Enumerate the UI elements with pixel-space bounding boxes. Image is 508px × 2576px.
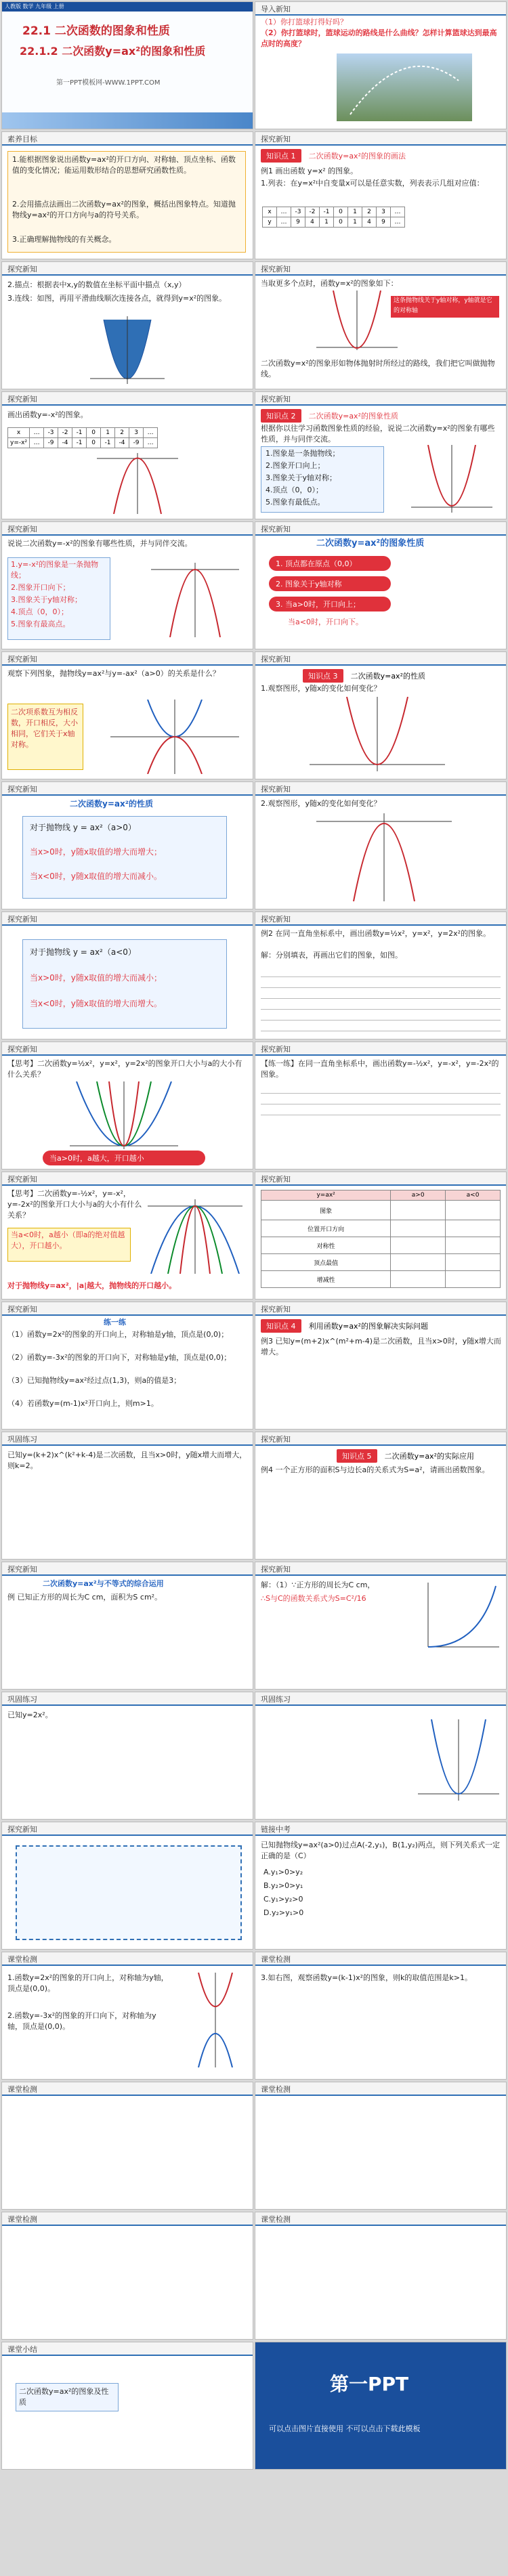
inc-heading: 二次函数y=ax²的性质 bbox=[70, 799, 153, 809]
intro-question-2: （2）你打篮球时，篮球运动的路线是什么曲线？怎样计算篮球达到最高点时的高度？ bbox=[261, 28, 497, 48]
table-cell: y=ax² bbox=[261, 1190, 391, 1201]
example2-solution: 解：分别填表，再画出它们的图象，如图。 bbox=[261, 951, 402, 960]
table-cell: … bbox=[391, 207, 405, 217]
link-slide bbox=[255, 1822, 506, 1949]
goals-box bbox=[7, 151, 246, 253]
check-item-3: 3.如右图，观察函数y=(k-1)x²的图象，则k的取值范围是k>1。 bbox=[261, 1973, 473, 1982]
check-graphs bbox=[185, 1973, 246, 2067]
cons-slide bbox=[2, 1432, 253, 1559]
table-cell: -4 bbox=[58, 438, 72, 448]
table-cell: … bbox=[391, 217, 405, 228]
neg-parabola-graph bbox=[316, 813, 452, 901]
slide-header: 探究新知 bbox=[255, 262, 506, 276]
k4-heading: 利用函数y=ax²的图象解决实际问题 bbox=[308, 1322, 428, 1331]
table-cell bbox=[446, 1237, 501, 1254]
prac2-title: 二次函数y=ax²与不等式的综合运用 bbox=[43, 1579, 164, 1588]
k5-tag-row bbox=[337, 1448, 474, 1463]
option-c: C.y₁>y₂>0 bbox=[263, 1895, 303, 1904]
table-cell: … bbox=[30, 428, 44, 438]
table-row bbox=[261, 1237, 501, 1254]
think-answer: 当a>0时，a越大，开口越小 bbox=[43, 1151, 205, 1165]
goal-2: 2.会用描点法画出二次函数y=ax²的图象，概括出图象特点。知道抛物线y=ax²的开口方向与a的符号关系。 bbox=[12, 200, 236, 219]
title-main: 22.1 二次函数的图象和性质 bbox=[22, 24, 170, 38]
slide-header: 课堂检测 bbox=[255, 2082, 506, 2096]
slide-header: 探究新知 bbox=[255, 522, 506, 536]
table-row bbox=[263, 207, 405, 217]
neg-parabola-graph bbox=[97, 453, 178, 514]
table-cell: 增减性 bbox=[261, 1271, 391, 1288]
check-item-2: 2.函数y=-3x²的图象的开口向下，对称轴为y轴，顶点是(0,0)。 bbox=[7, 2011, 156, 2031]
slide-header: 课堂检测 bbox=[255, 1952, 506, 1966]
table-cell: -1 bbox=[101, 438, 115, 448]
table-cell: 3 bbox=[129, 428, 144, 438]
inc-slide bbox=[2, 782, 253, 909]
title-band bbox=[2, 112, 253, 129]
slide-header: 素养目标 bbox=[2, 132, 253, 146]
practice-item-1: （1）函数y=2x²的图象的开口向上，对称轴是y轴，顶点是(0,0)； bbox=[7, 1330, 229, 1339]
parabola-text: 当取更多个点时，函数y=x²的图象如下： bbox=[261, 279, 398, 288]
k2-text: 根据你以往学习函数图象性质的经验，说说二次函数y=x²的图象有哪些性质，并与同伴交流。 bbox=[261, 424, 495, 444]
k1-example: 例1 画出函数 y=x² 的图象。 bbox=[261, 167, 358, 175]
knowledge-tag: 知识点 3 bbox=[303, 669, 343, 683]
observe-slide bbox=[2, 652, 253, 779]
list-item: 4.顶点（0，0）； bbox=[266, 486, 323, 494]
parabola-graph bbox=[411, 445, 492, 513]
table-cell: 4 bbox=[362, 217, 377, 228]
intro-slide bbox=[255, 2, 506, 129]
parabola-graph bbox=[310, 697, 445, 771]
draw-table bbox=[7, 427, 158, 448]
table-cell: -3 bbox=[44, 428, 58, 438]
practice-text: 【练一练】在同一直角坐标系中，画出函数y=-½x²，y=-x²，y=-2x²的图象。 bbox=[261, 1059, 499, 1079]
table-cell bbox=[391, 1237, 446, 1254]
list-item: 3.图象关于y轴对称； bbox=[266, 473, 337, 482]
method-box bbox=[16, 1845, 242, 1940]
table-row bbox=[263, 217, 405, 228]
steps-slide bbox=[2, 262, 253, 389]
basketball-photo bbox=[337, 53, 472, 121]
table-cell bbox=[391, 1201, 446, 1220]
table-cell: 0 bbox=[334, 207, 348, 217]
example2-slide bbox=[255, 912, 506, 1039]
practice-table bbox=[261, 1083, 501, 1123]
slide-header: 课堂检测 bbox=[2, 1952, 253, 1966]
k1-slide bbox=[255, 132, 506, 259]
symmetry-note: 这条抛物线关于y轴对称，y轴就是它的对称轴 bbox=[391, 296, 499, 318]
compare-table-slide bbox=[255, 1172, 506, 1299]
k3-question: 1.观察图形，y随x的变化如何变化？ bbox=[261, 684, 381, 693]
practice-slide bbox=[255, 1042, 506, 1169]
list-item: 1.y=-x²的图象是一条抛物线； bbox=[11, 560, 99, 580]
k2-slide bbox=[255, 392, 506, 519]
table-cell: y bbox=[263, 217, 277, 228]
slide-header: 探究新知 bbox=[255, 1172, 506, 1186]
prop-pill-3: 3. 当a>0时，开口向上； bbox=[269, 597, 391, 611]
watermark: 第一PPT模板网-WWW.1PPT.COM bbox=[56, 79, 161, 87]
table-cell: 图象 bbox=[261, 1201, 391, 1220]
k2-tag-row bbox=[261, 408, 398, 423]
think2-answer-box: 当a<0时，a越小（即a的绝对值越大），开口越小。 bbox=[7, 1228, 131, 1262]
table-cell: 2 bbox=[115, 428, 129, 438]
dec-box: 对于抛物线 y = ax²（a<0） 当x>0时，y随x取值的增大而减小； 当x<0时，y随x取值的增大而增大。 bbox=[22, 939, 227, 1029]
slide-header: 探究新知 bbox=[2, 652, 253, 666]
observe-text: 观察下列图象，抛物线y=ax²与y=-ax²（a>0）的关系是什么？ bbox=[7, 669, 220, 678]
table-cell: -2 bbox=[58, 428, 72, 438]
table-row bbox=[261, 1201, 501, 1220]
example2-text: 例2 在同一直角坐标系中，画出函数y=½x²，y=x²，y=2x²的图象。 bbox=[261, 929, 491, 938]
title-bar bbox=[2, 2, 253, 12]
slide-header: 探究新知 bbox=[2, 522, 253, 536]
summary-slide bbox=[2, 2342, 253, 2469]
slide-header: 探究新知 bbox=[255, 392, 506, 406]
table-cell: y=-x² bbox=[8, 438, 30, 448]
title-slide bbox=[2, 2, 253, 129]
check-item-1: 1.函数y=2x²的图象的开口向上，对称轴为y轴，顶点是(0,0)。 bbox=[7, 1973, 169, 1993]
table-row bbox=[8, 428, 158, 438]
example2-table bbox=[261, 966, 501, 1031]
list-item: 1.图象是一条抛物线； bbox=[266, 449, 340, 458]
k2-props-box bbox=[261, 446, 384, 513]
table-cell: 9 bbox=[377, 217, 391, 228]
link-question: 已知抛物线y=ax²(a>0)过点A(-2,y₁)，B(1,y₂)两点，则下列关系式一定正确的是（C） bbox=[261, 1841, 500, 1860]
intro-question-1: （1）你打篮球打得好吗？ bbox=[261, 18, 347, 26]
dec-slide bbox=[2, 912, 253, 1039]
prac2-solve: 解：（1）∵正方形的周长为C cm， bbox=[261, 1581, 375, 1589]
list-item: 5.图象有最低点。 bbox=[266, 498, 325, 507]
table-cell: -3 bbox=[291, 207, 305, 217]
brand-logo: 第一PPT bbox=[330, 2373, 409, 2395]
check1-slide bbox=[2, 1952, 253, 2079]
neg-parabolas-graph bbox=[148, 1199, 242, 1274]
table-cell: 4 bbox=[305, 217, 320, 228]
cons2-text: 已知y=2x²。 bbox=[7, 1711, 53, 1719]
slide-header: 探究新知 bbox=[255, 1042, 506, 1056]
slide-header: 探究新知 bbox=[2, 392, 253, 406]
slide-header: 探究新知 bbox=[255, 1562, 506, 1576]
method-slide bbox=[2, 1822, 253, 1949]
slide-header: 探究新知 bbox=[255, 912, 506, 926]
table-cell bbox=[391, 1254, 446, 1271]
slide-header: 探究新知 bbox=[2, 1562, 253, 1576]
parabola-graph bbox=[90, 316, 165, 384]
extend2-slide bbox=[255, 2082, 506, 2209]
publisher: 人教版 数学 九年级 上册 bbox=[5, 3, 64, 9]
table-cell: 9 bbox=[291, 217, 305, 228]
table-cell bbox=[446, 1201, 501, 1220]
knowledge-tag: 知识点 1 bbox=[261, 149, 301, 163]
option-d: D.y₂>y₁>0 bbox=[263, 1908, 304, 1917]
table-cell: … bbox=[30, 438, 44, 448]
table-cell: a>0 bbox=[391, 1190, 446, 1201]
slide-header: 探究新知 bbox=[255, 1432, 506, 1446]
slide-header: 探究新知 bbox=[255, 652, 506, 666]
option-a: A.y₁>0>y₂ bbox=[263, 1868, 303, 1876]
k3-slide bbox=[255, 652, 506, 779]
k4-slide bbox=[255, 1302, 506, 1429]
table-cell: -9 bbox=[44, 438, 58, 448]
option-b: B.y₂>0>y₁ bbox=[263, 1881, 303, 1890]
check3-slide bbox=[255, 1952, 506, 2079]
brand-slide bbox=[255, 2342, 506, 2469]
table-row bbox=[261, 1271, 501, 1288]
k2-heading: 二次函数y=ax²的图象性质 bbox=[308, 412, 398, 421]
extend-slide bbox=[2, 2082, 253, 2209]
prac2-slide bbox=[2, 1562, 253, 1689]
k1-step2: 2.描点：根据表中x,y的数值在坐标平面中描点（x,y） bbox=[7, 280, 186, 289]
table-cell: … bbox=[277, 217, 291, 228]
table-cell: 3 bbox=[377, 207, 391, 217]
practice-item-4: （4）若函数y=(m-1)x²开口向上，则m>1。 bbox=[7, 1399, 158, 1408]
table-cell bbox=[446, 1271, 501, 1288]
table-row bbox=[261, 1190, 501, 1201]
think2-summary: 对于抛物线y=ax²，|a|越大，抛物线的开口越小。 bbox=[7, 1281, 177, 1290]
summary-root: 二次函数y=ax²的图象及性质 bbox=[16, 2383, 119, 2411]
think-text: 【思考】二次函数y=½x²，y=x²，y=2x²的图象开口大小与a的大小有什么关系？ bbox=[7, 1059, 242, 1079]
table-cell: 1 bbox=[320, 217, 334, 228]
slide-header: 课堂检测 bbox=[2, 2212, 253, 2226]
table-cell: -1 bbox=[72, 438, 87, 448]
table-cell bbox=[446, 1220, 501, 1237]
slide-header: 探究新知 bbox=[2, 782, 253, 796]
table-row bbox=[261, 1220, 501, 1237]
slide-header: 巩固练习 bbox=[255, 1692, 506, 1706]
table-cell bbox=[446, 1254, 501, 1271]
table-cell bbox=[391, 1220, 446, 1237]
cons2-slide bbox=[2, 1692, 253, 1819]
table-cell: 0 bbox=[87, 438, 101, 448]
table-cell: x bbox=[263, 207, 277, 217]
parabola-graph bbox=[316, 291, 398, 351]
knowledge-tag: 知识点 4 bbox=[261, 1319, 301, 1333]
parabola-note: 二次函数y=x²的图象形如物体抛射时所经过的路线，我们把它叫做抛物线。 bbox=[261, 359, 495, 379]
cons3-slide bbox=[255, 1692, 506, 1819]
slide-header: 链接中考 bbox=[255, 1822, 506, 1836]
table-cell: -1 bbox=[320, 207, 334, 217]
table-cell: 位置开口方向 bbox=[261, 1220, 391, 1237]
goals-slide bbox=[2, 132, 253, 259]
three-parabolas-graph bbox=[70, 1081, 178, 1149]
slide-header: 探究新知 bbox=[2, 1822, 253, 1836]
prop-line-4: 当a<0时，开口向下。 bbox=[288, 618, 363, 626]
k3-heading: 二次函数y=ax²的性质 bbox=[350, 672, 425, 681]
table-cell: 1 bbox=[348, 207, 362, 217]
parabola-graph bbox=[418, 1719, 499, 1801]
neg-props-box bbox=[7, 557, 110, 640]
list-item: 2.图象开口向上； bbox=[266, 461, 325, 470]
table-cell: 1 bbox=[101, 428, 115, 438]
table-cell: … bbox=[144, 438, 158, 448]
prac2-example: 例 已知正方形的周长为C cm，面积为S cm²。 bbox=[7, 1593, 163, 1602]
k5-example: 例4 一个正方形的面积S与边长a的关系式为S=a²，请画出函数图象。 bbox=[261, 1465, 490, 1474]
think2-slide bbox=[2, 1172, 253, 1299]
draw-text: 画出函数y=-x²的图象。 bbox=[7, 410, 88, 419]
extend3-slide bbox=[2, 2212, 253, 2339]
table-cell: 2 bbox=[362, 207, 377, 217]
knowledge-tag: 知识点 2 bbox=[261, 409, 301, 423]
slide-header: 探究新知 bbox=[255, 132, 506, 146]
slide-header: 探究新知 bbox=[2, 912, 253, 926]
slide-header: 探究新知 bbox=[2, 1042, 253, 1056]
think-slide bbox=[2, 1042, 253, 1169]
inc-box: 对于抛物线 y = ax²（a>0） 当x>0时，y随x取值的增大而增大； 当x<0时，y随x取值的增大而减小。 bbox=[22, 816, 227, 899]
table-cell: -1 bbox=[72, 428, 87, 438]
prac2-answer: ∴S与C的函数关系式为S=C²/16 bbox=[261, 1594, 366, 1603]
slide-header: 课堂小结 bbox=[2, 2342, 253, 2356]
k1-step1: 1.列表：在y=x²中自变量x可以是任意实数，列表表示几组对应值： bbox=[261, 179, 484, 188]
brand-sub: 可以点击图片直接使用 不可以点击下载此模板 bbox=[269, 2424, 421, 2433]
table-cell: 对称性 bbox=[261, 1237, 391, 1254]
k1-step3: 3.连线：如图，再用平滑曲线顺次连接各点，就得到y=x²的图象。 bbox=[7, 294, 227, 303]
k5-slide bbox=[255, 1432, 506, 1559]
prop-pill-2: 2. 图象关于y轴对称 bbox=[269, 576, 391, 591]
table-row bbox=[261, 1254, 501, 1271]
half-parabola-graph bbox=[425, 1583, 499, 1650]
k3-tag-row bbox=[303, 668, 425, 683]
k4-example: 例3 已知y=(m+2)x^(m²+m-4)是二次函数，且当x>0时，y随x增大而增大。 bbox=[261, 1337, 501, 1356]
table-cell: 1 bbox=[348, 217, 362, 228]
table-cell: x bbox=[8, 428, 30, 438]
slide-header: 探究新知 bbox=[255, 782, 506, 796]
compare-table bbox=[261, 1190, 501, 1288]
table-cell: … bbox=[277, 207, 291, 217]
cons-question: 已知y=(k+2)x^(k²+k-4)是二次函数，且当x>0时，y随x增大而增大，则k=2。 bbox=[7, 1451, 247, 1470]
observe-box: 二次项系数互为相反数，开口相反，大小相同，它们关于x轴对称。 bbox=[7, 704, 83, 770]
table-cell bbox=[391, 1271, 446, 1288]
practice-title: 练一练 bbox=[104, 1318, 126, 1327]
extend4-slide bbox=[255, 2212, 506, 2339]
neg-parabola-graph bbox=[151, 563, 239, 637]
practice1-slide bbox=[2, 1302, 253, 1429]
slide-header: 探究新知 bbox=[2, 262, 253, 276]
draw-neg-slide bbox=[2, 392, 253, 519]
list-item: 2.图象开口向下； bbox=[11, 583, 70, 592]
knowledge-tag: 知识点 5 bbox=[337, 1449, 377, 1463]
mirror-parabolas-graph bbox=[110, 700, 239, 774]
q2-question: 2.观察图形，y随x的变化如何变化？ bbox=[261, 799, 381, 808]
table-cell: -9 bbox=[129, 438, 144, 448]
k4-tag-row bbox=[261, 1318, 428, 1333]
table-row bbox=[8, 438, 158, 448]
slide-header: 探究新知 bbox=[255, 1302, 506, 1316]
slide-header: 课堂检测 bbox=[255, 2212, 506, 2226]
table-cell: a<0 bbox=[446, 1190, 501, 1201]
k5-heading: 二次函数y=ax²的实际应用 bbox=[384, 1452, 474, 1461]
think2-text: 【思考】二次函数y=-½x²，y=-x²，y=-2x²的图象开口大小与a的大小有什么关系？ bbox=[7, 1189, 142, 1220]
goal-3: 3.正确理解抛物线的有关概念。 bbox=[12, 235, 117, 244]
title-sub: 22.1.2 二次函数y=ax²的图象和性质 bbox=[20, 45, 206, 58]
goal-1: 1.能根据图象说出函数y=ax²的开口方向、对称轴、顶点坐标、函数值的变化情况；能运用数形结合的思想研究函数性质。 bbox=[12, 155, 236, 175]
table-cell: 0 bbox=[334, 217, 348, 228]
table-cell: -2 bbox=[305, 207, 320, 217]
slide-header: 巩固练习 bbox=[2, 1692, 253, 1706]
slide-header: 巩固练习 bbox=[2, 1432, 253, 1446]
slide-header: 探究新知 bbox=[2, 1302, 253, 1316]
slide-header: 探究新知 bbox=[2, 1172, 253, 1186]
summary-props-slide bbox=[255, 522, 506, 649]
ball-trajectory-icon bbox=[337, 53, 472, 121]
practice-item-2: （2）函数y=-3x²的图象的开口向下，对称轴是y轴，顶点是(0,0)； bbox=[7, 1353, 232, 1362]
parabola-slide bbox=[255, 262, 506, 389]
practice-item-3: （3）已知抛物线y=ax²经过点(1,3)，则a的值是3； bbox=[7, 1376, 182, 1385]
k1-table bbox=[262, 207, 405, 228]
k1-heading: 二次函数y=ax²的图象的画法 bbox=[308, 152, 406, 160]
q2-slide bbox=[255, 782, 506, 909]
table-cell: -4 bbox=[115, 438, 129, 448]
table-cell: 0 bbox=[87, 428, 101, 438]
table-cell: … bbox=[144, 428, 158, 438]
neg-text: 说说二次函数y=-x²的图象有哪些性质，并与同伴交流。 bbox=[7, 539, 192, 548]
table-cell: 顶点最值 bbox=[261, 1254, 391, 1271]
neg-props-slide bbox=[2, 522, 253, 649]
prac2-solution-slide bbox=[255, 1562, 506, 1689]
list-item: 4.顶点（0，0）； bbox=[11, 607, 68, 616]
list-item: 3.图象关于y轴对称； bbox=[11, 595, 83, 604]
prop-pill-1: 1. 顶点都在原点（0,0） bbox=[269, 556, 391, 571]
list-item: 5.图象有最高点。 bbox=[11, 620, 70, 628]
k1-tag-row bbox=[261, 148, 406, 163]
slide-header: 导入新知 bbox=[255, 2, 506, 16]
slide-header: 课堂检测 bbox=[2, 2082, 253, 2096]
summary-heading: 二次函数y=ax²的图象性质 bbox=[316, 538, 425, 549]
